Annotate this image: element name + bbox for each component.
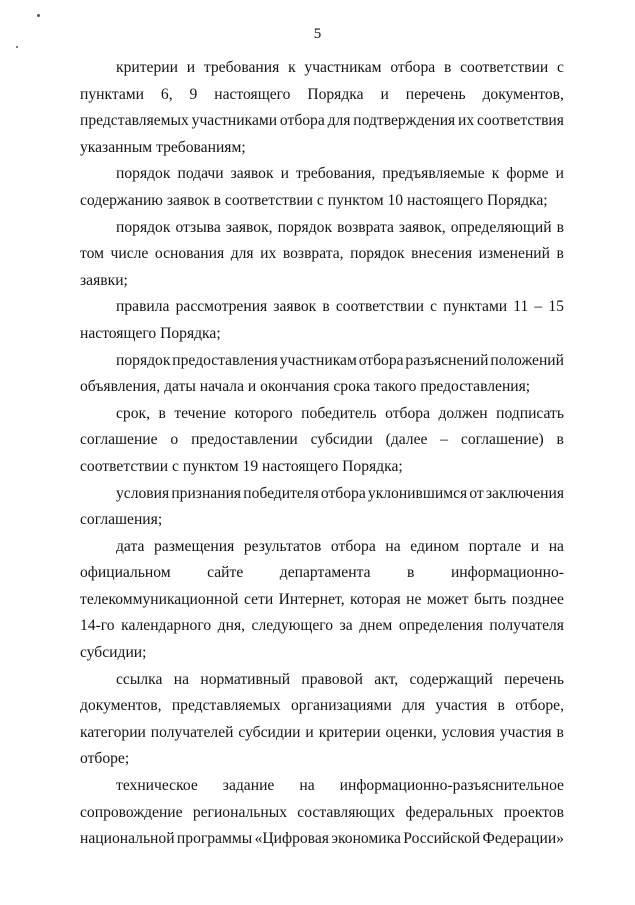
word: представляемых: [80, 112, 189, 130]
word: их: [458, 112, 475, 130]
word: основания: [154, 245, 225, 263]
word: для: [402, 697, 425, 715]
word: порядок: [116, 165, 171, 183]
word: ссылка: [116, 670, 163, 688]
word: программы: [176, 830, 253, 848]
word: Федерации»: [482, 830, 564, 848]
word: которого: [234, 404, 293, 422]
word: перечень: [405, 85, 466, 103]
word: не: [406, 590, 422, 608]
word: изменений: [478, 245, 550, 263]
word: нормативный: [200, 670, 291, 688]
word: получателя: [489, 617, 564, 635]
word: правила: [116, 298, 170, 316]
word: отбора: [279, 112, 325, 130]
word: должен: [438, 404, 488, 422]
text-line: заявки;: [80, 271, 128, 289]
word: для: [327, 112, 351, 130]
word: дня,: [217, 617, 246, 635]
word: уклонившимся: [367, 484, 468, 502]
word: условия: [116, 484, 170, 502]
word: в: [407, 564, 415, 582]
word: пунктами: [443, 298, 508, 316]
word: задание: [222, 777, 275, 795]
word: положений: [490, 351, 564, 369]
word: в: [556, 431, 564, 449]
page-number: 5: [313, 26, 322, 42]
word: следующего: [251, 617, 334, 635]
word: и: [530, 537, 540, 555]
word: составляющих: [297, 803, 396, 821]
word: и: [305, 723, 314, 741]
word: возврата,: [282, 245, 344, 263]
word: с: [557, 59, 564, 76]
word: отбора: [390, 59, 436, 76]
word: 9: [189, 85, 198, 103]
text-line: [80, 427, 564, 454]
word: Порядка: [307, 85, 364, 103]
word: 15: [548, 298, 564, 316]
word: в: [322, 298, 330, 316]
word: отбора: [330, 537, 376, 555]
word: (далее: [385, 431, 428, 449]
word: региональных: [192, 803, 288, 821]
word: участникам: [279, 351, 357, 369]
word: порядок: [350, 245, 405, 263]
word: Интернет,: [278, 590, 345, 608]
word: и: [280, 165, 289, 183]
word: отбора: [320, 484, 366, 502]
text-line: указанным требованиям;: [80, 138, 246, 156]
text-line: [80, 720, 564, 747]
word: федеральных: [405, 803, 494, 821]
text-line: [80, 613, 564, 640]
word: телекоммуникационной: [80, 590, 239, 608]
word: заявок,: [225, 218, 273, 236]
text-line: [80, 560, 564, 587]
word: участия: [499, 723, 552, 741]
text-line: [80, 667, 564, 694]
word: представляемых: [171, 697, 281, 715]
word: требования: [203, 59, 280, 76]
text-line: [80, 826, 564, 853]
scan-speck: [37, 14, 40, 17]
text-line: [80, 82, 564, 109]
word: за: [339, 617, 353, 635]
word: на: [548, 537, 564, 555]
word: подтверждения: [353, 112, 456, 130]
text-line: [80, 800, 564, 827]
word: участия: [435, 697, 488, 715]
word: портале: [468, 537, 522, 555]
word: организациями: [291, 697, 392, 715]
text-line: содержанию заявок в соответствии с пунктом 10 настоящего Порядка;: [80, 191, 548, 209]
word: определения: [398, 617, 483, 635]
word: критерии: [116, 59, 178, 76]
word: категории: [80, 723, 146, 741]
word: на: [173, 670, 190, 688]
word: определяющий: [450, 218, 552, 236]
word: может: [426, 590, 469, 608]
word: подачи: [177, 165, 224, 183]
word: заключения: [485, 484, 564, 502]
word: требования,: [295, 165, 376, 183]
word: соответствии: [335, 298, 424, 316]
word: соответствия: [477, 112, 564, 130]
word: информационно-разъяснительное: [339, 777, 564, 795]
word: участниками: [191, 112, 278, 130]
word: быть: [473, 590, 507, 608]
word: дата: [116, 537, 145, 555]
word: отбора: [358, 351, 404, 369]
word: в: [443, 59, 452, 76]
document-body: [80, 55, 564, 853]
word: департамента: [279, 564, 371, 582]
word: том: [80, 245, 104, 263]
text-line: [80, 481, 564, 508]
word: субсидии: [310, 431, 373, 449]
word: на: [385, 537, 401, 555]
word: о: [170, 431, 179, 449]
word: подписать: [496, 404, 564, 422]
word: порядок: [277, 218, 333, 236]
word: от: [469, 484, 484, 502]
word: официальном: [80, 564, 171, 582]
text-line: соответствии с пунктом 19 настоящего Порядка;: [80, 457, 403, 475]
word: документов,: [80, 697, 162, 715]
word: днем: [359, 617, 393, 635]
text-line: соглашения;: [80, 511, 163, 529]
word: отбора: [385, 404, 430, 422]
text-line: [80, 215, 564, 242]
word: и: [380, 85, 389, 103]
word: сети: [243, 590, 274, 608]
word: заявок: [230, 165, 274, 183]
word: соглашение: [80, 431, 158, 449]
word: субсидии: [238, 723, 301, 741]
word: для: [230, 245, 254, 263]
word: в: [556, 218, 564, 236]
word: течение: [174, 404, 227, 422]
word: Российской: [403, 830, 481, 848]
word: форме: [506, 165, 549, 183]
word: критерии: [318, 723, 381, 741]
word: заявок,: [398, 218, 446, 236]
word: к: [288, 59, 296, 76]
word: рассмотрения: [175, 298, 268, 316]
word: их: [260, 245, 277, 263]
word: соответствии: [460, 59, 549, 76]
word: получателей: [150, 723, 234, 741]
word: в: [158, 404, 166, 422]
word: оценки,: [385, 723, 437, 741]
text-line: [80, 294, 564, 321]
word: разъяснений: [405, 351, 489, 369]
word: числе: [110, 245, 149, 263]
text-line: [80, 401, 564, 428]
text-line: настоящего Порядка;: [80, 324, 221, 342]
word: акт,: [374, 670, 399, 688]
text-line: субсидии;: [80, 644, 147, 662]
word: в: [556, 723, 564, 741]
word: 14-го: [80, 617, 115, 635]
word: настоящего: [214, 85, 291, 103]
word: участникам: [304, 59, 382, 76]
word: экономика: [331, 830, 401, 848]
word: предоставлении: [191, 431, 298, 449]
word: победитель: [301, 404, 377, 422]
word: порядок: [116, 218, 171, 236]
word: условия: [441, 723, 495, 741]
word: проектов: [503, 803, 564, 821]
word: правовой: [301, 670, 363, 688]
word: перечень: [504, 670, 564, 688]
text-line: отборе;: [80, 750, 130, 768]
word: в: [556, 245, 564, 263]
word: предъявляемые: [382, 165, 485, 183]
text-line: [80, 161, 564, 188]
word: результатов: [243, 537, 322, 555]
word: сайте: [207, 564, 244, 582]
word: соглашение): [460, 431, 544, 449]
word: отборе,: [515, 697, 564, 715]
word: отзыва: [175, 218, 221, 236]
word: техническое: [116, 777, 198, 795]
text-line: [80, 55, 564, 82]
word: заявок: [273, 298, 317, 316]
word: в: [497, 697, 505, 715]
word: 11: [513, 298, 529, 316]
word: срок,: [116, 404, 150, 422]
word: национальной: [80, 830, 175, 848]
text-line: [80, 534, 564, 561]
text-line: [80, 693, 564, 720]
word: содержащий: [409, 670, 493, 688]
word: предоставления: [172, 351, 278, 369]
word: календарного: [121, 617, 212, 635]
word: –: [534, 298, 543, 316]
text-line: объявления, даты начала и окончания срока такого предоставления;: [80, 378, 531, 396]
word: сопровождение: [80, 803, 183, 821]
word: размещения: [154, 537, 235, 555]
word: «Цифровая: [254, 830, 329, 848]
word: и: [186, 59, 196, 76]
text-line: [80, 241, 564, 268]
word: признания: [171, 484, 242, 502]
word: документов,: [482, 85, 564, 103]
text-line: [80, 108, 564, 135]
word: к: [491, 165, 500, 183]
word: порядок: [116, 351, 171, 369]
word: которая: [350, 590, 401, 608]
word: с: [430, 298, 438, 316]
text-line: [80, 348, 564, 375]
word: возврата: [337, 218, 394, 236]
word: позднее: [511, 590, 564, 608]
scan-speck: [16, 46, 18, 48]
word: пунктами: [80, 85, 144, 103]
word: внесения: [411, 245, 473, 263]
text-line: [80, 773, 564, 800]
word: 6,: [160, 85, 173, 103]
word: информационно-: [450, 564, 564, 582]
word: и: [555, 165, 564, 183]
word: победителя: [243, 484, 319, 502]
text-line: [80, 587, 564, 614]
word: едином: [410, 537, 459, 555]
word: на: [299, 777, 315, 795]
word: –: [440, 431, 449, 449]
